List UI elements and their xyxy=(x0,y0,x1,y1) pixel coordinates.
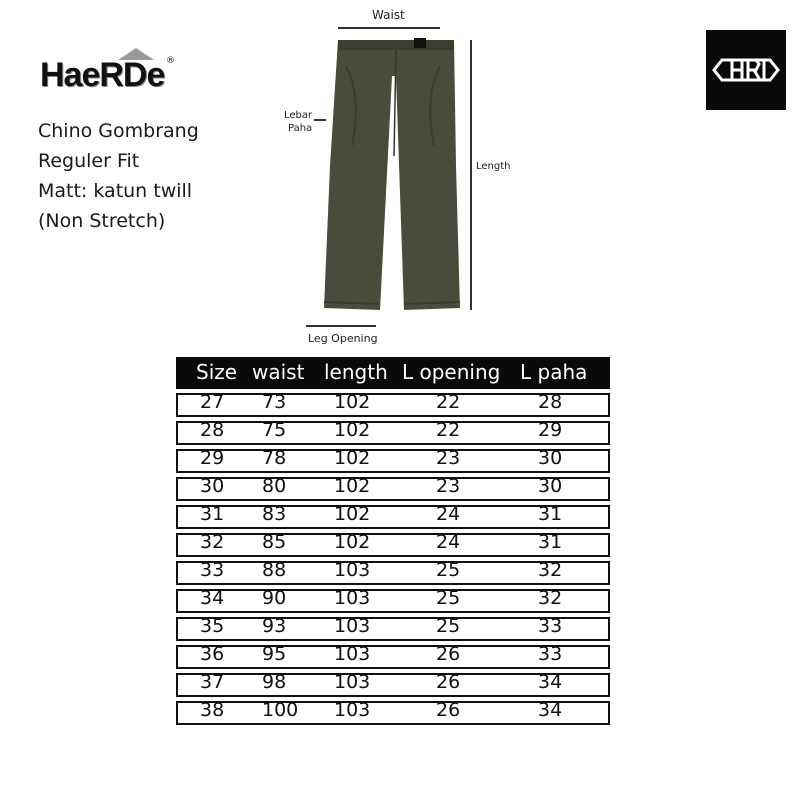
cell-size: 33 xyxy=(200,559,225,581)
cell-size: 38 xyxy=(200,699,225,721)
cell-waist: 100 xyxy=(262,699,299,721)
cell-length: 102 xyxy=(334,419,371,441)
cell-l-opening: 24 xyxy=(436,503,461,525)
table-row xyxy=(176,393,610,417)
cell-size: 30 xyxy=(200,475,225,497)
waist-label: Waist xyxy=(372,8,405,22)
cell-length: 102 xyxy=(334,391,371,413)
table-row xyxy=(176,589,610,613)
cell-l-opening: 26 xyxy=(436,643,461,665)
chino-pants-icon xyxy=(322,36,462,316)
cell-waist: 85 xyxy=(262,531,287,553)
cell-length: 103 xyxy=(334,559,371,581)
cell-size: 35 xyxy=(200,615,225,637)
cell-l-paha: 31 xyxy=(538,531,563,553)
cell-size: 34 xyxy=(200,587,225,609)
table-row xyxy=(176,561,610,585)
cell-l-paha: 29 xyxy=(538,419,563,441)
table-row xyxy=(176,533,610,557)
description-line: Chino Gombrang xyxy=(38,120,199,142)
brand-logo xyxy=(38,46,178,102)
cell-size: 29 xyxy=(200,447,225,469)
cell-length: 102 xyxy=(334,475,371,497)
cell-waist: 90 xyxy=(262,587,287,609)
table-row xyxy=(176,421,610,445)
cell-size: 32 xyxy=(200,531,225,553)
cell-l-opening: 25 xyxy=(436,615,461,637)
cell-waist: 83 xyxy=(262,503,287,525)
thigh-label-top: Lebar xyxy=(284,110,313,121)
cell-l-paha: 32 xyxy=(538,587,563,609)
brand-name: HaeRDe xyxy=(40,56,165,94)
cell-length: 103 xyxy=(334,643,371,665)
description-line: Matt: katun twill xyxy=(38,180,193,202)
hrd-logo-box xyxy=(706,30,786,110)
cell-length: 102 xyxy=(334,531,371,553)
cell-l-paha: 33 xyxy=(538,643,563,665)
length-line xyxy=(470,40,472,310)
header-l-paha: L paha xyxy=(520,360,588,384)
cell-length: 103 xyxy=(334,615,371,637)
header-length: length xyxy=(324,360,388,384)
registered-mark: ® xyxy=(166,56,175,66)
leg-opening-label: Leg Opening xyxy=(308,332,378,345)
cell-l-opening: 22 xyxy=(436,419,461,441)
cell-size: 28 xyxy=(200,419,225,441)
cell-l-opening: 24 xyxy=(436,531,461,553)
cell-waist: 73 xyxy=(262,391,287,413)
cell-waist: 93 xyxy=(262,615,287,637)
cell-l-opening: 23 xyxy=(436,475,461,497)
cell-l-opening: 22 xyxy=(436,391,461,413)
cell-l-opening: 25 xyxy=(436,587,461,609)
cell-size: 36 xyxy=(200,643,225,665)
waist-line xyxy=(338,27,440,29)
cell-l-opening: 25 xyxy=(436,559,461,581)
header-waist: waist xyxy=(252,360,305,384)
cell-l-paha: 30 xyxy=(538,475,563,497)
table-row xyxy=(176,477,610,501)
product-description xyxy=(38,116,199,236)
cell-l-paha: 28 xyxy=(538,391,563,413)
table-row xyxy=(176,673,610,697)
cell-size: 27 xyxy=(200,391,225,413)
cell-l-paha: 30 xyxy=(538,447,563,469)
description-line: Reguler Fit xyxy=(38,150,140,172)
cell-length: 102 xyxy=(334,447,371,469)
description-line: (Non Stretch) xyxy=(38,210,166,232)
cell-waist: 75 xyxy=(262,419,287,441)
size-table xyxy=(176,357,610,725)
thigh-label-bottom: Paha xyxy=(288,123,313,134)
cell-length: 103 xyxy=(334,699,371,721)
leg-opening-line xyxy=(306,325,376,327)
cell-l-opening: 23 xyxy=(436,447,461,469)
cell-waist: 95 xyxy=(262,643,287,665)
cell-l-opening: 26 xyxy=(436,671,461,693)
cell-length: 103 xyxy=(334,671,371,693)
cell-size: 37 xyxy=(200,671,225,693)
table-row xyxy=(176,645,610,669)
cell-waist: 80 xyxy=(262,475,287,497)
table-row xyxy=(176,617,610,641)
cell-size: 31 xyxy=(200,503,225,525)
table-row xyxy=(176,505,610,529)
cell-l-paha: 31 xyxy=(538,503,563,525)
table-row xyxy=(176,701,610,725)
hrd-monogram-icon xyxy=(706,30,786,110)
cell-waist: 88 xyxy=(262,559,287,581)
table-row xyxy=(176,449,610,473)
cell-l-paha: 34 xyxy=(538,671,563,693)
table-header xyxy=(176,357,610,389)
cell-l-opening: 26 xyxy=(436,699,461,721)
cell-l-paha: 33 xyxy=(538,615,563,637)
cell-l-paha: 32 xyxy=(538,559,563,581)
pants-diagram xyxy=(270,0,530,350)
cell-l-paha: 34 xyxy=(538,699,563,721)
cell-waist: 98 xyxy=(262,671,287,693)
cell-length: 102 xyxy=(334,503,371,525)
cell-waist: 78 xyxy=(262,447,287,469)
cell-length: 103 xyxy=(334,587,371,609)
length-label: Length xyxy=(476,161,511,172)
header-l-opening: L opening xyxy=(402,360,501,384)
header-size: Size xyxy=(196,360,238,384)
